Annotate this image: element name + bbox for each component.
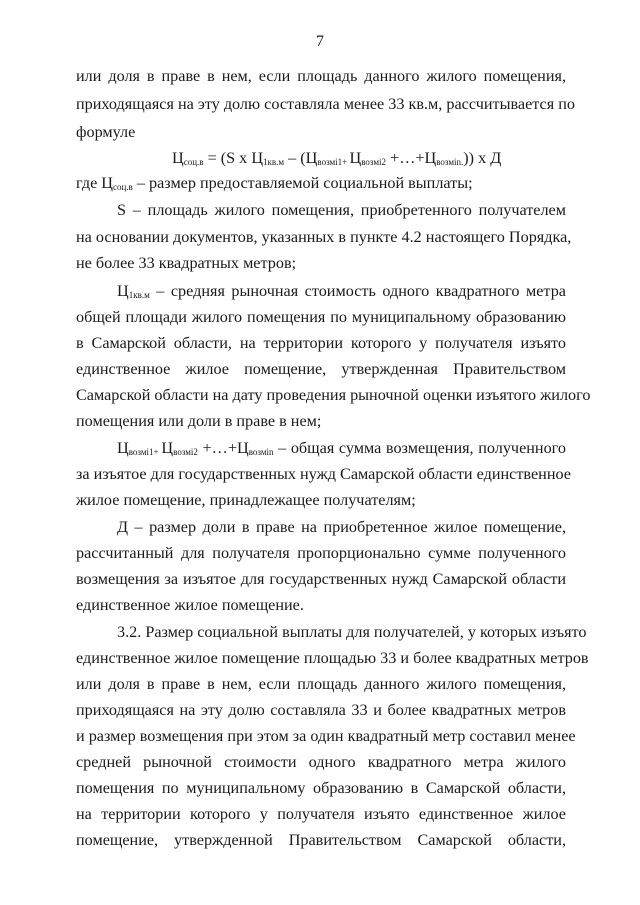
text-line: помещения или доли в праве в нем; [76, 412, 322, 430]
text-line: формуле [76, 123, 136, 141]
text-line: помещения по муниципальному образованию в Самарской области, [76, 779, 566, 797]
text-line: или доля в праве в нем, если площадь данного жилого помещения, [76, 67, 566, 85]
text-line: S – площадь жилого помещения, приобретенного получателем [117, 201, 566, 219]
text-line: на территории которого у получателя изъято единственное жилое [76, 805, 566, 823]
text-line: и размер возмещения при этом за один квадратный метр составил менее [76, 727, 576, 745]
text-line: Д – размер доли в праве на приобретенное жилое помещение, [117, 518, 566, 536]
text-line: приходящаяся на эту долю составляла менее 33 кв.м, рассчитывается по [76, 95, 575, 113]
formula: $Ц_{соц.в} = (S$ x $Ц_{1кв.м} - (Ц_{возмi1+}$ $Ц_{возмi2}$ $+\dots+Ц_{возмin.}$)) x Д [172, 149, 502, 167]
definition-compensation-sum: $Ц_{возмi1+}$ $Ц_{возмi2}$ $+\dots+Ц_{возмin}$ – общая сумма возмещения, полученного [117, 439, 567, 457]
text-line: в Самарской области, на территории которого у получателя изъято [76, 334, 566, 352]
definition-price-per-meter: $Ц_{1кв.м}$ – средняя рыночная стоимость одного квадратного метра [117, 282, 566, 300]
text-line: или доля в праве в нем, если площадь данного жилого помещения, [76, 675, 566, 693]
text-line: приходящаяся на эту долю составляла 33 и более квадратных метров [76, 701, 566, 719]
text-line: средней рыночной стоимости одного квадратного метра жилого [76, 753, 566, 771]
text-line: на основании документов, указанных в пункте 4.2 настоящего Порядка, [76, 228, 572, 246]
text-line: за изъятое для государственных нужд Самарской области единственное [76, 465, 571, 483]
definition-soc-payment: где $Ц_{соц.в}$ – размер предоставляемой социальной выплаты; [76, 174, 473, 192]
text-line: единственное жилое помещение. [76, 596, 304, 614]
text-line: не более 33 квадратных метров; [76, 254, 297, 272]
text-line: возмещения за изъятое для государственных нужд Самарской области [76, 570, 566, 588]
text-line: 3.2. Размер социальной выплаты для получателей, у которых изъято [117, 623, 587, 641]
text-line: рассчитанный для получателя пропорционально сумме полученного [76, 544, 566, 562]
text-line: Самарской области на дату проведения рыночной оценки изъятого жилого [76, 386, 591, 404]
page-number: 7 [316, 33, 324, 50]
text-line: общей площади жилого помещения по муниципальному образованию [76, 308, 566, 326]
text-line: единственное жилое помещение площадью 33 и более квадратных метров [76, 649, 589, 667]
text-line: помещение, утвержденной Правительством Самарской области, [76, 831, 566, 849]
text-line: жилое помещение, принадлежащее получателям; [76, 491, 416, 509]
text-line: единственное жилое помещение, утвержденная Правительством [76, 360, 566, 378]
